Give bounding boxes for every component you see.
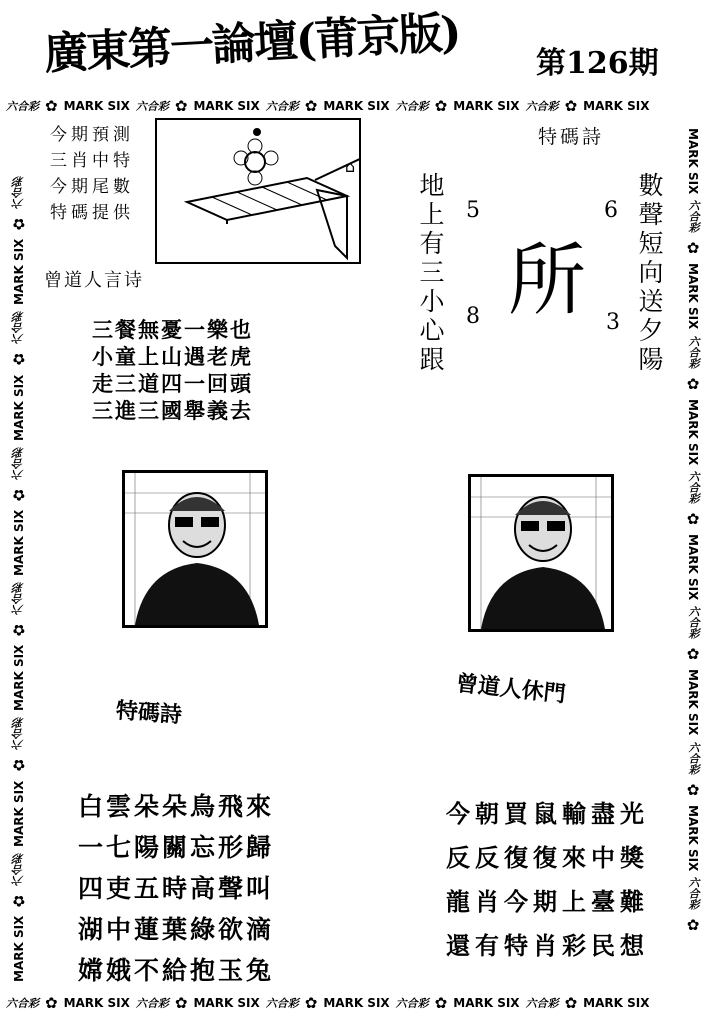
flower-icon: ✿ xyxy=(684,645,702,664)
issue-number: 第126期 xyxy=(536,46,659,81)
band-logo: 六合彩 xyxy=(265,100,299,113)
verse-line: 小童上山遇老虎 xyxy=(92,344,253,369)
band-logo: 六合彩 xyxy=(525,100,559,113)
poem-title: 特碼詩 xyxy=(538,126,605,148)
band-mark: MARK SIX xyxy=(686,669,700,736)
flower-icon: ✿ xyxy=(684,239,702,258)
band-mark: MARK SIX xyxy=(12,239,26,306)
verse-line: 四吏五時高聲叫 xyxy=(78,874,275,903)
right-band xyxy=(684,128,702,988)
top-band xyxy=(6,97,649,115)
verse-line: 反反復復來中獎 xyxy=(446,843,649,872)
band-logo: 六合彩 xyxy=(12,311,25,345)
band-mark: MARK SIX xyxy=(686,398,700,465)
flower-icon: ✿ xyxy=(434,97,448,115)
band-logo: 六合彩 xyxy=(687,876,700,910)
number: 8 xyxy=(466,304,480,329)
band-logo: 六合彩 xyxy=(687,606,700,640)
verse-line: 還有特肖彩民想 xyxy=(446,931,649,960)
band-logo: 六合彩 xyxy=(687,470,700,504)
band-mark: MARK SIX xyxy=(12,509,26,577)
verse-line: 龍肖今期上臺難 xyxy=(446,887,649,916)
flower-icon: ✿ xyxy=(10,485,28,504)
verse-line: 走三道四一回頭 xyxy=(92,371,253,396)
flower-icon: ✿ xyxy=(684,374,702,393)
flower-icon: ✿ xyxy=(10,756,28,775)
verse-block-3 xyxy=(446,792,649,968)
band-mark: MARK SIX xyxy=(453,99,520,113)
flower-icon: ✿ xyxy=(684,780,702,799)
prediction-labels xyxy=(50,122,134,226)
band-mark: MARK SIX xyxy=(323,996,390,1010)
number: 3 xyxy=(606,310,620,335)
band-logo: 六合彩 xyxy=(135,100,169,113)
band-logo: 六合彩 xyxy=(6,100,39,113)
handwritten-label-left: 特碼詩 xyxy=(115,698,183,729)
band-mark: MARK SIX xyxy=(63,99,130,113)
band-mark: MARK SIX xyxy=(193,996,260,1010)
band-logo: 六合彩 xyxy=(12,176,25,210)
flower-icon: ✿ xyxy=(10,350,28,369)
verse-line: 三進三國舉義去 xyxy=(92,398,253,423)
band-logo: 六合彩 xyxy=(687,335,700,369)
flower-icon: ✿ xyxy=(10,621,28,640)
number: 5 xyxy=(466,198,480,223)
section-title: 曾道人言诗 xyxy=(44,270,144,291)
band-mark: MARK SIX xyxy=(12,374,26,441)
prediction-line: 今期預測 xyxy=(50,125,134,145)
portrait-drawing xyxy=(471,477,611,629)
verse-line: 湖中蓮葉綠欲滴 xyxy=(78,915,275,944)
band-logo: 六合彩 xyxy=(6,997,39,1010)
band-logo: 六合彩 xyxy=(12,852,25,886)
flower-icon: ✿ xyxy=(45,97,58,115)
band-mark: MARK SIX xyxy=(12,645,26,712)
band-logo: 六合彩 xyxy=(687,200,700,234)
portrait-photo-right xyxy=(468,474,614,632)
band-logo: 六合彩 xyxy=(135,997,169,1010)
flower-icon: ✿ xyxy=(10,891,28,910)
band-mark: MARK SIX xyxy=(686,533,700,601)
flower-icon: ✿ xyxy=(684,915,702,934)
band-logo: 六合彩 xyxy=(395,997,429,1010)
page-title: 廣東第一論壇(莆京版) xyxy=(42,7,461,80)
riddle-illustration xyxy=(155,118,361,264)
verse-line: 一七陽關忘形歸 xyxy=(78,833,275,862)
flower-icon: ✿ xyxy=(684,509,702,528)
left-band xyxy=(10,122,28,982)
verse-line: 嫦娥不給抱玉兔 xyxy=(78,956,275,985)
flower-icon: ✿ xyxy=(174,994,188,1012)
flower-icon: ✿ xyxy=(304,994,318,1012)
flower-icon: ✿ xyxy=(304,97,318,115)
band-logo: 六合彩 xyxy=(525,997,559,1010)
number: 6 xyxy=(604,198,618,223)
prediction-line: 三肖中特 xyxy=(50,151,134,171)
prediction-line: 特碼提供 xyxy=(50,203,134,223)
band-mark: MARK SIX xyxy=(12,780,26,847)
band-mark: MARK SIX xyxy=(63,996,130,1010)
flower-icon: ✿ xyxy=(10,215,28,234)
verse-block-1 xyxy=(92,316,253,424)
band-logo: 六合彩 xyxy=(687,741,700,775)
verse-line: 三餐無憂一樂也 xyxy=(92,317,253,342)
band-mark: MARK SIX xyxy=(686,804,700,871)
band-logo: 六合彩 xyxy=(395,100,429,113)
band-logo: 六合彩 xyxy=(12,582,25,616)
band-mark: MARK SIX xyxy=(453,996,520,1010)
svg-text:⌂: ⌂ xyxy=(345,157,356,176)
band-mark: MARK SIX xyxy=(323,99,390,113)
verse-line: 今朝買鼠輸盡光 xyxy=(446,799,649,828)
band-mark: MARK SIX xyxy=(583,99,650,113)
band-mark: MARK SIX xyxy=(12,915,26,982)
table-drawing xyxy=(157,120,359,262)
prediction-line: 今期尾數 xyxy=(50,177,134,197)
portrait-drawing xyxy=(125,473,265,625)
flower-icon: ✿ xyxy=(564,994,578,1012)
verse-line: 白雲朵朵鳥飛來 xyxy=(78,792,275,821)
band-mark: MARK SIX xyxy=(583,996,650,1010)
flower-icon: ✿ xyxy=(564,97,578,115)
band-logo: 六合彩 xyxy=(12,717,25,751)
band-mark: MARK SIX xyxy=(686,128,700,195)
handwritten-label-right: 曾道人休門 xyxy=(454,671,567,708)
flower-icon: ✿ xyxy=(45,994,58,1012)
portrait-photo-left xyxy=(122,470,268,628)
vertical-verse-right: 數聲短向送夕陽 xyxy=(635,172,664,375)
band-mark: MARK SIX xyxy=(686,263,700,330)
band-logo: 六合彩 xyxy=(265,997,299,1010)
vertical-verse-left: 地上有三小心跟 xyxy=(416,172,445,375)
band-logo: 六合彩 xyxy=(12,446,25,480)
verse-block-2 xyxy=(78,786,274,991)
flower-icon: ✿ xyxy=(434,994,448,1012)
bottom-band xyxy=(6,994,649,1012)
big-character: 所 xyxy=(508,236,587,326)
band-mark: MARK SIX xyxy=(193,99,260,113)
flower-icon: ✿ xyxy=(174,97,188,115)
